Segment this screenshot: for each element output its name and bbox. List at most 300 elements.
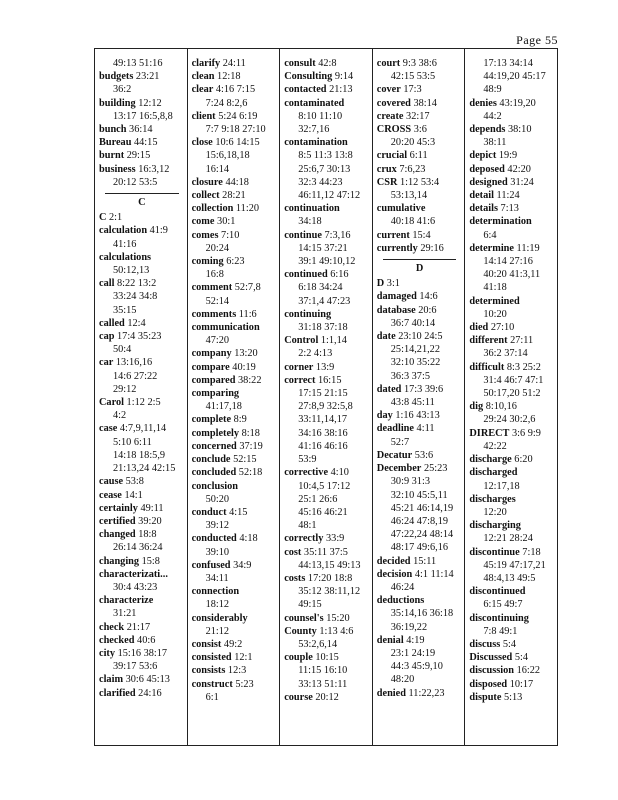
index-page-refs: 6:18 34:24 <box>298 282 343 294</box>
index-page-refs: 1:1,14 <box>318 335 347 347</box>
index-page-refs: 12:17,18 <box>483 480 520 492</box>
index-continuation <box>469 308 555 321</box>
index-page-refs: 8:3 25:2 <box>504 361 541 373</box>
index-entry <box>99 489 185 502</box>
index-continuation <box>284 427 370 440</box>
index-entry <box>192 361 278 374</box>
index-entry <box>469 678 555 691</box>
index-page-refs: 15:6,18,18 <box>205 150 250 162</box>
index-continuation <box>284 413 370 426</box>
index-entry <box>99 555 185 568</box>
index-page-refs: 7:24 8:2,6 <box>205 97 248 109</box>
index-word: D <box>376 278 385 290</box>
index-word: create <box>376 110 404 122</box>
index-word: denied <box>376 687 406 699</box>
index-entry <box>192 176 278 189</box>
index-word: designed <box>469 176 508 188</box>
index-continuation <box>284 110 370 123</box>
index-page-refs: 13:9 <box>313 361 335 373</box>
index-entry <box>377 304 463 317</box>
index-entry <box>469 189 555 202</box>
index-page-refs: 34:18 <box>298 216 322 228</box>
index-page-refs: 6:4 <box>483 229 497 241</box>
index-entry <box>284 268 370 281</box>
index-page-refs: 37:1,4 47:23 <box>298 295 351 307</box>
index-page-refs: 11:19 <box>513 242 540 254</box>
index-entry <box>469 149 555 162</box>
index-entry <box>192 585 278 598</box>
index-word: DIRECT <box>469 427 510 439</box>
index-page-refs: 2:2 4:13 <box>298 348 333 360</box>
index-entry <box>99 422 185 435</box>
index-entry <box>192 321 278 334</box>
index-entry <box>192 440 278 453</box>
index-continuation <box>469 598 555 611</box>
index-page-refs: 27:11 <box>507 335 534 347</box>
index-entry <box>99 277 185 290</box>
index-continuation <box>469 83 555 96</box>
index-page-refs: 20:12 53:5 <box>113 176 158 188</box>
index-entry <box>284 308 370 321</box>
index-continuation <box>99 370 185 383</box>
index-word: compare <box>191 361 230 373</box>
index-continuation <box>99 409 185 422</box>
index-page-refs: 8:5 11:3 13:8 <box>298 150 353 162</box>
index-word: consult <box>284 58 316 69</box>
index-page-refs: 29:16 <box>417 242 444 254</box>
index-page-refs: 39:1 49:10,12 <box>298 256 356 268</box>
index-entry <box>192 347 278 360</box>
index-page-refs: 29:24 30:2,6 <box>483 414 536 426</box>
index-word: December <box>376 463 422 475</box>
index-entry <box>99 123 185 136</box>
index-entry <box>99 356 185 369</box>
index-page-refs: 47:20 <box>205 335 230 347</box>
index-entry <box>192 281 278 294</box>
index-entry <box>99 97 185 110</box>
index-page-refs: 53:8 <box>123 476 144 488</box>
index-continuation <box>469 255 555 268</box>
index-page-refs: 4:2 <box>113 410 127 422</box>
index-continuation <box>469 136 555 149</box>
index-word: bunch <box>99 124 127 136</box>
index-word: contamination <box>284 137 348 149</box>
index-page-refs: 34:16 38:16 <box>298 427 348 439</box>
index-entry <box>192 308 278 321</box>
index-continuation <box>469 70 555 83</box>
index-continuation <box>469 413 555 426</box>
index-page-refs: 37:19 <box>236 440 263 452</box>
index-page-refs: 6:15 49:7 <box>483 599 523 611</box>
index-continuation <box>284 149 370 162</box>
index-word: current <box>376 229 410 241</box>
index-word: continuation <box>284 203 340 215</box>
index-continuation <box>284 400 370 413</box>
index-word: continuing <box>284 308 332 320</box>
index-continuation <box>469 440 555 453</box>
index-entry <box>469 215 555 228</box>
index-page-refs: 15:11 <box>410 555 437 567</box>
index-continuation <box>284 242 370 255</box>
index-page-refs: 48:1 <box>298 520 317 532</box>
index-continuation <box>377 621 463 634</box>
index-page-refs: 46:11,12 47:12 <box>298 190 361 202</box>
index-page-refs: 20:24 <box>205 242 230 254</box>
index-entry <box>192 664 278 677</box>
index-word: discharged <box>469 467 518 479</box>
index-page-refs: 40:18 41:6 <box>390 216 436 228</box>
index-word: conclusion <box>191 480 238 492</box>
index-entry <box>377 330 463 343</box>
section-letter-heading: C <box>105 193 179 209</box>
index-continuation <box>469 281 555 294</box>
index-page-refs: 33:9 <box>323 533 345 545</box>
index-page-refs: 25:23 <box>421 463 448 475</box>
index-page-refs: 50:20 <box>205 493 230 505</box>
index-entry <box>99 317 185 330</box>
index-word: cap <box>99 331 115 343</box>
index-entry <box>99 687 185 700</box>
index-page-refs: 3:1 <box>384 278 400 290</box>
index-page-refs: 12:18 <box>214 71 241 83</box>
index-page-refs: 50:4 <box>113 344 132 356</box>
index-entry <box>469 638 555 651</box>
index-word: consist <box>191 638 222 650</box>
index-page-refs: 4:10 <box>328 467 349 479</box>
index-word: building <box>99 97 136 109</box>
index-continuation <box>377 317 463 330</box>
index-page-refs: 33:11,14,17 <box>298 414 348 426</box>
index-continuation <box>99 541 185 554</box>
index-word: cumulative <box>376 203 426 215</box>
index-entry <box>377 383 463 396</box>
index-continuation <box>469 572 555 585</box>
index-continuation <box>377 673 463 686</box>
index-page-refs: 17:13 34:14 <box>483 58 533 69</box>
index-page-refs: 12:4 <box>124 317 146 329</box>
index-page-refs: 15:4 <box>409 229 431 241</box>
index-page-refs: 5:13 <box>501 691 523 703</box>
index-continuation <box>192 334 278 347</box>
index-entry <box>99 634 185 647</box>
index-word: dispute <box>469 691 502 703</box>
index-entry <box>192 136 278 149</box>
index-word: cost <box>284 546 302 558</box>
index-entry <box>284 334 370 347</box>
index-word: discontinued <box>469 586 526 598</box>
index-word: continue <box>284 229 322 241</box>
index-page-refs: 32:10 45:5,11 <box>390 489 448 501</box>
index-page-refs: 13:20 <box>231 348 258 360</box>
index-entry <box>284 136 370 149</box>
index-page-refs: 4:18 <box>236 533 258 545</box>
index-page-refs: 4:7,9,11,14 <box>117 423 167 435</box>
index-page-refs: 41:16 46:16 <box>298 440 348 452</box>
index-entry <box>469 612 555 625</box>
index-page-refs: 53:13,14 <box>390 190 428 202</box>
index-continuation <box>99 449 185 462</box>
index-word: communication <box>191 322 260 334</box>
index-continuation <box>192 268 278 281</box>
index-page-refs: 36:7 40:14 <box>390 317 436 329</box>
index-word: come <box>191 216 215 228</box>
index-word: depict <box>469 150 497 162</box>
index-entry <box>377 57 463 70</box>
index-continuation <box>284 493 370 506</box>
index-entry <box>377 176 463 189</box>
index-word: clarified <box>99 687 136 699</box>
index-word: corrective <box>284 467 329 479</box>
index-entry <box>469 691 555 704</box>
index-continuation <box>284 176 370 189</box>
index-continuation <box>284 559 370 572</box>
index-word: court <box>376 58 401 69</box>
index-page-refs: 4:19 <box>403 634 425 646</box>
index-continuation <box>99 83 185 96</box>
index-page-refs: 18:8 <box>135 529 157 541</box>
index-word: comments <box>191 308 237 320</box>
index-page-refs: 17:15 21:15 <box>298 388 348 400</box>
index-word: comment <box>191 282 233 294</box>
index-page-refs: 35:12 38:11,12 <box>298 586 361 598</box>
index-page-refs: 24:11 <box>220 58 246 69</box>
index-word: correct <box>284 374 316 386</box>
index-continuation <box>377 541 463 554</box>
index-page-refs: 35:14,16 36:18 <box>390 608 454 620</box>
index-word: considerably <box>191 612 248 624</box>
index-entry <box>377 555 463 568</box>
index-page-refs: 48:9 <box>483 84 502 96</box>
index-entry <box>377 83 463 96</box>
index-word: cover <box>376 84 401 96</box>
index-continuation <box>284 163 370 176</box>
index-entry <box>284 97 370 110</box>
index-word: discharging <box>469 520 521 532</box>
index-word: deadline <box>376 423 414 435</box>
index-word: calculations <box>99 251 152 263</box>
index-page-refs: 26:14 36:24 <box>113 542 163 554</box>
index-page-refs: 52:14 <box>205 295 230 307</box>
index-entry <box>377 242 463 255</box>
index-page-refs: 2:1 <box>106 212 123 224</box>
index-page-refs: 13:16,16 <box>113 357 153 369</box>
index-word: compared <box>191 374 236 386</box>
index-word: consists <box>191 665 226 677</box>
index-page-refs: 11:15 16:10 <box>298 665 348 677</box>
index-column-1 <box>95 49 188 745</box>
index-page-refs: 1:12 53:4 <box>397 176 440 188</box>
index-page-refs: 38:22 <box>235 374 262 386</box>
index-word: dig <box>469 401 484 413</box>
index-page-refs: 10:17 <box>507 678 534 690</box>
index-word: conduct <box>191 506 227 518</box>
index-page-refs: 11:22,23 <box>405 687 445 699</box>
index-word: claim <box>99 674 124 686</box>
index-page-refs: 4:11 <box>413 423 435 435</box>
index-entry <box>469 453 555 466</box>
index-page-refs: 36:2 37:14 <box>483 348 528 360</box>
index-column-3 <box>280 49 373 745</box>
index-word: connection <box>191 586 240 598</box>
index-page-refs: 17:3 39:6 <box>401 383 444 395</box>
index-continuation <box>377 515 463 528</box>
index-page-refs: 36:3 37:5 <box>390 370 430 382</box>
index-word: damaged <box>376 291 417 303</box>
index-word: died <box>469 322 489 334</box>
index-word: decision <box>376 568 413 580</box>
index-page-refs: 44:2 <box>483 110 502 122</box>
index-entry <box>192 57 278 70</box>
index-entry <box>377 422 463 435</box>
index-page-refs: 29:15 <box>124 150 151 162</box>
index-word: deductions <box>376 595 425 607</box>
index-page-refs: 10:15 <box>312 652 339 664</box>
index-continuation <box>192 572 278 585</box>
index-entry <box>469 176 555 189</box>
index-page-refs: 14:6 <box>416 291 438 303</box>
index-word: company <box>191 348 232 360</box>
index-page-refs: 48:17 49:6,16 <box>390 542 448 554</box>
index-word: clean <box>191 71 215 83</box>
index-entry <box>284 374 370 387</box>
index-page-refs: 41:16 <box>113 238 137 250</box>
index-continuation <box>377 581 463 594</box>
index-page-refs: 11:24 <box>493 190 520 202</box>
index-page-refs: 53:6 <box>412 449 434 461</box>
index-page-refs: 50:12,13 <box>113 265 150 277</box>
index-page-refs: 46:24 <box>390 581 415 593</box>
index-word: discuss <box>469 638 501 650</box>
index-entry <box>377 634 463 647</box>
index-page-refs: 42:22 <box>483 440 507 452</box>
index-continuation <box>377 343 463 356</box>
index-word: C <box>99 212 107 224</box>
index-word: discharge <box>469 454 512 466</box>
index-page-refs: 7:13 <box>497 203 519 215</box>
index-entry <box>192 413 278 426</box>
index-page-refs: 25:14,21,22 <box>390 344 440 356</box>
index-entry <box>192 532 278 545</box>
index-page-refs: 31:4 46:7 47:1 <box>483 374 544 386</box>
index-entry <box>99 149 185 162</box>
index-page-refs: 21:13 <box>326 84 353 96</box>
index-page-refs: 40:6 <box>134 634 156 646</box>
index-page-refs: 36:19,22 <box>390 621 428 633</box>
index-entry <box>192 559 278 572</box>
index-word: complete <box>191 414 232 426</box>
index-word: CSR <box>376 176 398 188</box>
index-word: discontinue <box>469 546 520 558</box>
index-continuation <box>99 238 185 251</box>
index-page-refs: 41:9 <box>147 225 168 237</box>
index-page-refs: 38:11 <box>483 137 507 149</box>
index-entry <box>99 515 185 528</box>
index-page-refs: 3:6 9:9 <box>509 427 541 439</box>
index-word: denies <box>469 97 497 109</box>
index-continuation <box>99 383 185 396</box>
index-word: call <box>99 278 115 290</box>
index-continuation <box>469 57 555 70</box>
index-column-5 <box>465 49 557 745</box>
index-page-refs: 45:21 46:14,19 <box>390 502 454 514</box>
index-word: characterizati... <box>99 568 168 580</box>
index-page-refs: 25:6,7 30:13 <box>298 163 351 175</box>
index-word: conclude <box>191 454 231 466</box>
index-entry <box>192 466 278 479</box>
index-word: burnt <box>99 150 125 162</box>
index-entry <box>469 163 555 176</box>
index-page-refs: 32:7,16 <box>298 124 330 136</box>
index-word: corner <box>284 361 314 373</box>
index-page-refs: 45:16 46:21 <box>298 506 348 518</box>
index-word: couple <box>284 652 313 664</box>
index-page-refs: 7:7 9:18 27:10 <box>205 124 266 136</box>
index-page-refs: 15:20 <box>323 612 350 624</box>
index-page-refs: 44:18 <box>222 176 249 188</box>
index-table <box>94 48 558 746</box>
index-page-refs: 18:12 <box>205 599 230 611</box>
index-page-refs: 3:6 <box>411 124 427 136</box>
index-continuation <box>192 598 278 611</box>
index-continuation <box>99 607 185 620</box>
index-entry <box>99 136 185 149</box>
index-continuation <box>99 581 185 594</box>
index-entry <box>284 625 370 638</box>
index-continuation <box>284 664 370 677</box>
index-entry <box>469 427 555 440</box>
index-page-refs: 36:14 <box>126 124 153 136</box>
index-page-refs: 31:21 <box>113 608 137 620</box>
index-word: business <box>99 163 136 175</box>
index-word: conducted <box>191 533 237 545</box>
index-continuation <box>284 506 370 519</box>
index-word: case <box>99 423 118 435</box>
index-word: counsel's <box>284 612 324 624</box>
index-page-refs: 8:22 13:2 <box>114 278 157 290</box>
index-word: Control <box>284 335 319 347</box>
index-continuation <box>284 387 370 400</box>
index-entry <box>469 97 555 110</box>
index-page-refs: 53:9 <box>298 454 317 466</box>
index-page-refs: 44:15 <box>131 137 158 149</box>
index-word: checked <box>99 634 135 646</box>
index-page-refs: 39:12 <box>205 520 230 532</box>
index-word: denial <box>376 634 404 646</box>
index-page-refs: 23:21 <box>133 71 160 83</box>
index-page-refs: 21:12 <box>205 625 230 637</box>
index-continuation <box>284 638 370 651</box>
index-page-refs: 43:8 45:11 <box>390 397 435 409</box>
index-word: city <box>99 647 116 659</box>
index-word: collect <box>191 190 220 202</box>
index-page-refs: 12:1 <box>231 652 253 664</box>
index-word: certainly <box>99 502 138 514</box>
index-word: budgets <box>99 71 134 83</box>
index-word: Decatur <box>376 449 413 461</box>
index-word: database <box>376 304 416 316</box>
index-word: different <box>469 335 508 347</box>
index-continuation <box>284 480 370 493</box>
index-page-refs: 8:9 <box>231 414 247 426</box>
index-entry <box>377 290 463 303</box>
index-entry <box>377 409 463 422</box>
index-entry <box>469 466 555 479</box>
index-column-2 <box>188 49 281 745</box>
index-page-refs: 49:2 <box>221 638 243 650</box>
index-word: closure <box>191 176 223 188</box>
index-word: County <box>284 625 317 637</box>
index-continuation <box>99 264 185 277</box>
